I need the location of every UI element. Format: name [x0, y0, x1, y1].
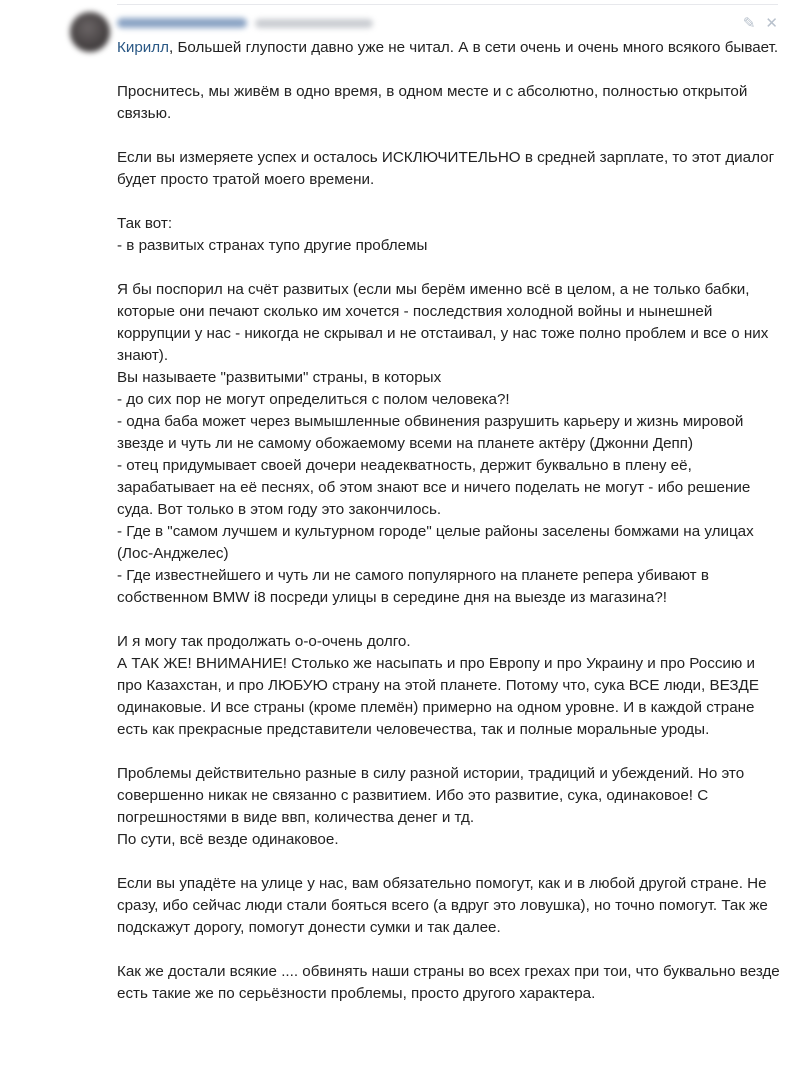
comment-paragraph: Так вот: - в развитых странах тупо другие проблемы	[117, 215, 428, 254]
comment-paragraph: Как же достали всякие .... обвинять наши страны во всех грехах при тои, что буквально везде есть такие же по серьёзности проблемы, просто другого характера.	[117, 963, 784, 1002]
comment-actions	[743, 14, 778, 34]
author-name-blurred[interactable]	[117, 18, 247, 28]
reply-to-blurred	[255, 19, 373, 28]
comment-paragraph: Проснитесь, мы живём в одно время, в одном месте и с абсолютно, полностью открытой связью.	[117, 83, 752, 122]
comment-paragraph: И я могу так продолжать о-о-очень долго. А ТАК ЖЕ! ВНИМАНИЕ! Столько же насыпать и про Европу и про Украину и про Россию и про Казахстан, и про ЛЮБУЮ страну на этой планете. Потому что, сука ВСЕ люди, ВЕЗДЕ одинаковые. И все страны (кроме племён) примерно на одном уровне. И в каждой стране есть как прекрасные представители человечества, так и полные моральные уроды.	[117, 633, 759, 738]
first-paragraph-text: , Большей глупости давно уже не читал. А в сети очень и очень много всякого бывает.	[169, 39, 779, 56]
comment-body	[117, 37, 782, 1005]
comment-header	[117, 14, 778, 34]
avatar[interactable]	[70, 12, 110, 52]
pencil-icon[interactable]: ✎	[742, 15, 756, 32]
comment-paragraph: Если вы упадёте на улице у нас, вам обязательно помогут, как и в любой другой стране. Не сразу, ибо сейчас люди стали бояться всего (а вдруг это ловушка), но точно помогут. Так же подскажут дорогу, помогут донести сумки и так далее.	[117, 875, 773, 936]
comment-paragraph: Если вы измеряете успех и осталось ИСКЛЮЧИТЕЛЬНО в средней зарплате, то этот диалог будет просто тратой моего времени.	[117, 149, 779, 188]
comment-paragraph: Я бы поспорил на счёт развитых (если мы берём именно всё в целом, а не только бабки, которые они печают сколько им хочется - последствия холодной войны и нынешней коррупции у нас - никогда не скрывал и не отстаивал, у нас тоже полно проблем и все о них знают). Вы называете "развитыми" страны, в которых - до сих пор не могут определиться с полом человека?! - одна баба может через вымышленные обвинения разрушить карьеру и жизнь мировой звезде и чуть ли не самому обожаемому всеми на планете актёру (Джонни Депп) - отец придумывает своей дочери неадекватность, держит буквально в плену её, зарабатывает на её песнях, об этом знают все и ничего поделать не могут - ибо решение суда. Вот только в этом году это закончилось. - Где в "самом лучшем и культурном городе" целые районы заселены бомжами на улицах (Лос-Анджелес) - Где известнейшего и чуть ли не самого популярного на планете репера убивают в собственном BMW i8 посреди улицы в середине дня на выезде из магазина?!	[117, 281, 769, 606]
close-icon[interactable]: ✕	[765, 15, 778, 32]
comment-first-paragraph	[117, 37, 782, 59]
comment-paragraph: Проблемы действительно разные в силу разной истории, традиций и убеждений. Но это совершенно никак не связанно с развитием. Ибо это развитие, сука, одинаковое! С погрешностями в виде ввп, количества денег и тд. По сути, всё везде одинаковое.	[117, 765, 745, 848]
mention-link[interactable]: Кирилл	[117, 39, 169, 56]
top-divider	[117, 4, 778, 5]
